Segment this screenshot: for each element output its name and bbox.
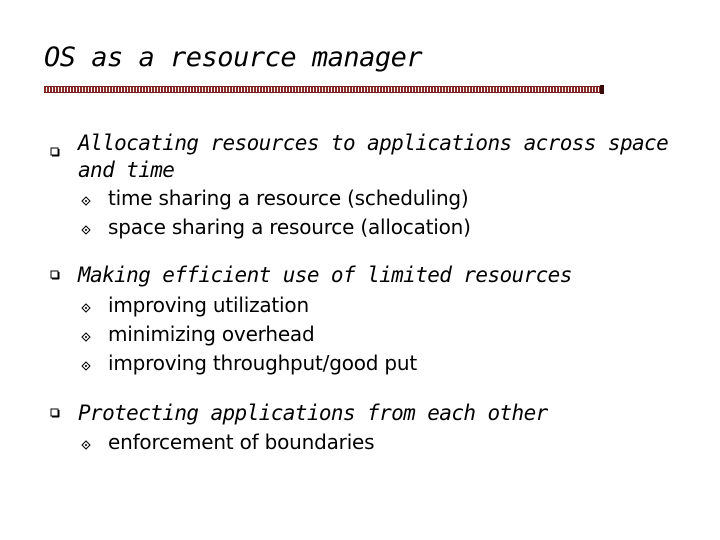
bullet-2-text: Making efficient use of limited resources [78, 263, 572, 287]
bullet-2-sub-3: improving throughput/good put [108, 351, 418, 375]
diamond-bullet-icon [81, 303, 91, 313]
hollow-square-icon [50, 147, 60, 157]
diamond-bullet-icon [81, 196, 91, 206]
bullet-3-sub-1: enforcement of boundaries [108, 430, 375, 454]
bullet-3-text: Protecting applications from each other [78, 401, 548, 425]
title-underline-end [600, 85, 604, 94]
slide-title: OS as a resource manager [44, 42, 423, 73]
diamond-bullet-icon [81, 332, 91, 342]
bullet-1-sub-2: space sharing a resource (allocation) [108, 215, 471, 239]
bullet-2-sub-1: improving utilization [108, 293, 309, 317]
diamond-bullet-icon [81, 225, 91, 235]
bullet-2-sub-2: minimizing overhead [108, 322, 315, 346]
hollow-square-icon [50, 270, 60, 280]
diamond-bullet-icon [81, 440, 91, 450]
bullet-1-sub-1: time sharing a resource (scheduling) [108, 186, 469, 210]
diamond-bullet-icon [81, 361, 91, 371]
bullet-1-text: Allocating resources to applications across space and time [78, 131, 669, 182]
title-underline [44, 86, 604, 93]
hollow-square-icon [50, 408, 60, 418]
